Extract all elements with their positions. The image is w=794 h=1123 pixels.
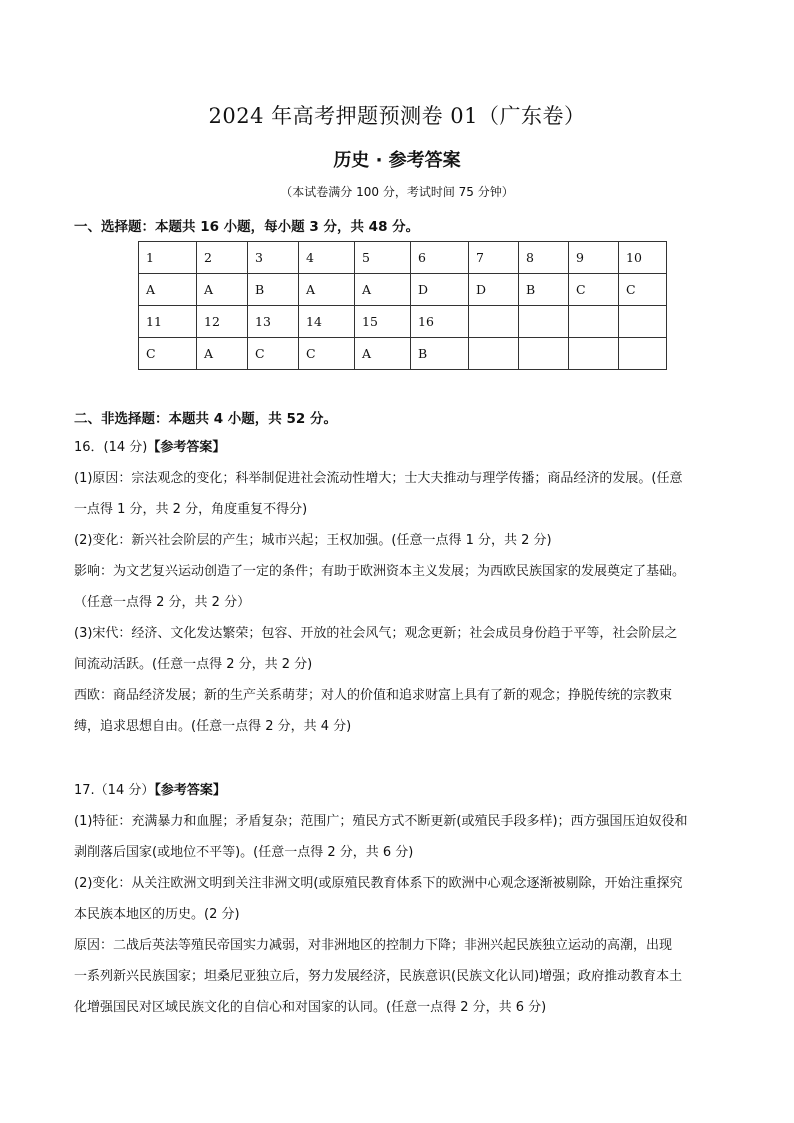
table-cell: C [299, 338, 355, 370]
answer-tag: 【参考答案】 [147, 440, 226, 455]
table-cell [519, 306, 569, 338]
question-16-heading [74, 432, 726, 463]
table-cell: A [139, 274, 197, 306]
section2-heading: 二、非选择题：本题共 4 小题，共 52 分。 [74, 411, 337, 427]
question-17-heading [74, 775, 726, 806]
table-cell: A [197, 274, 248, 306]
table-cell [469, 306, 519, 338]
question-16-number: 16．(14 分) [74, 440, 148, 455]
page-subtitle: 历史 · 参考答案 [333, 150, 461, 171]
answer-line: (2)变化：新兴社会阶层的产生；城市兴起；王权加强。(任意一点得 1 分，共 2 分) [74, 533, 552, 548]
table-cell: 14 [299, 306, 355, 338]
table-cell [519, 338, 569, 370]
answer-line: (3)宋代：经济、文化发达繁荣；包容、开放的社会风气；观念更新；社会成员身份趋于平等，社会阶层之 [74, 626, 678, 641]
table-cell: C [248, 338, 299, 370]
table-cell [469, 338, 519, 370]
answer-line: 缚，追求思想自由。(任意一点得 2 分，共 4 分) [74, 719, 352, 734]
section1-heading: 一、选择题：本题共 16 小题，每小题 3 分，共 48 分。 [74, 219, 420, 235]
answer-line: 西欧：商品经济发展；新的生产关系萌芽；对人的价值和追求财富上具有了新的观念；挣脱传统的宗教束 [74, 688, 673, 703]
table-cell: 4 [299, 242, 355, 274]
table-cell: 7 [469, 242, 519, 274]
answer-line: 一点得 1 分，共 2 分，角度重复不得分) [74, 502, 308, 517]
answer-line: 一系列新兴民族国家；坦桑尼亚独立后，努力发展经济，民族意识(民族文化认同)增强；政府推动教育本土 [74, 969, 683, 984]
table-cell: A [299, 274, 355, 306]
answer-line: (2)变化：从关注欧洲文明到关注非洲文明(或原殖民教育体系下的欧洲中心观念逐渐被剔除，开始注重探究 [74, 876, 683, 891]
table-cell: 8 [519, 242, 569, 274]
answer-line: (1)原因：宗法观念的变化；科举制促进社会流动性增大；士大夫推动与理学传播；商品经济的发展。(任意 [74, 471, 683, 486]
table-cell [569, 306, 619, 338]
table-cell: A [355, 338, 411, 370]
answer-line: 剥削落后国家(或地位不平等)。(任意一点得 2 分，共 6 分) [74, 845, 414, 860]
answer-table [138, 241, 667, 370]
table-row [139, 306, 667, 338]
table-cell [569, 338, 619, 370]
table-cell: D [469, 274, 519, 306]
table-cell: 1 [139, 242, 197, 274]
table-cell: D [411, 274, 469, 306]
table-cell: A [355, 274, 411, 306]
question-17-number: 17.（14 分） [74, 783, 155, 798]
table-row [139, 274, 667, 306]
table-cell: B [248, 274, 299, 306]
table-cell: 13 [248, 306, 299, 338]
table-cell: 16 [411, 306, 469, 338]
table-cell: 5 [355, 242, 411, 274]
answer-tag: 【参考答案】 [154, 783, 226, 798]
table-cell [619, 338, 667, 370]
question-16-block [74, 432, 726, 742]
table-cell: B [519, 274, 569, 306]
table-cell: 2 [197, 242, 248, 274]
table-row [139, 242, 667, 274]
answer-line: 原因：二战后英法等殖民帝国实力减弱，对非洲地区的控制力下降；非洲兴起民族独立运动的高潮，出现 [74, 938, 673, 953]
table-cell: 11 [139, 306, 197, 338]
answer-line: 间流动活跃。(任意一点得 2 分，共 2 分) [74, 657, 313, 672]
table-cell: C [619, 274, 667, 306]
table-cell: A [197, 338, 248, 370]
table-cell: 9 [569, 242, 619, 274]
answer-line: (1)特征：充满暴力和血腥；矛盾复杂；范围广；殖民方式不断更新(或殖民手段多样)；西方强国压迫奴役和 [74, 814, 688, 829]
table-cell: 6 [411, 242, 469, 274]
table-row [139, 338, 667, 370]
answer-line: 本民族本地区的历史。(2 分) [74, 907, 240, 922]
page-title: 2024 年高考押题预测卷 01（广东卷） [208, 104, 586, 128]
table-cell: 3 [248, 242, 299, 274]
question-17-block [74, 775, 726, 1023]
table-cell: 10 [619, 242, 667, 274]
table-cell: B [411, 338, 469, 370]
table-cell: C [569, 274, 619, 306]
exam-note: （本试卷满分 100 分，考试时间 75 分钟） [280, 185, 514, 199]
table-cell: C [139, 338, 197, 370]
table-cell [619, 306, 667, 338]
answer-line: （任意一点得 2 分，共 2 分） [74, 595, 251, 610]
answer-line: 影响：为文艺复兴运动创造了一定的条件；有助于欧洲资本主义发展；为西欧民族国家的发展奠定了基础。 [74, 564, 686, 579]
table-cell: 15 [355, 306, 411, 338]
table-cell: 12 [197, 306, 248, 338]
answer-line: 化增强国民对区域民族文化的自信心和对国家的认同。(任意一点得 2 分，共 6 分) [74, 1000, 547, 1015]
